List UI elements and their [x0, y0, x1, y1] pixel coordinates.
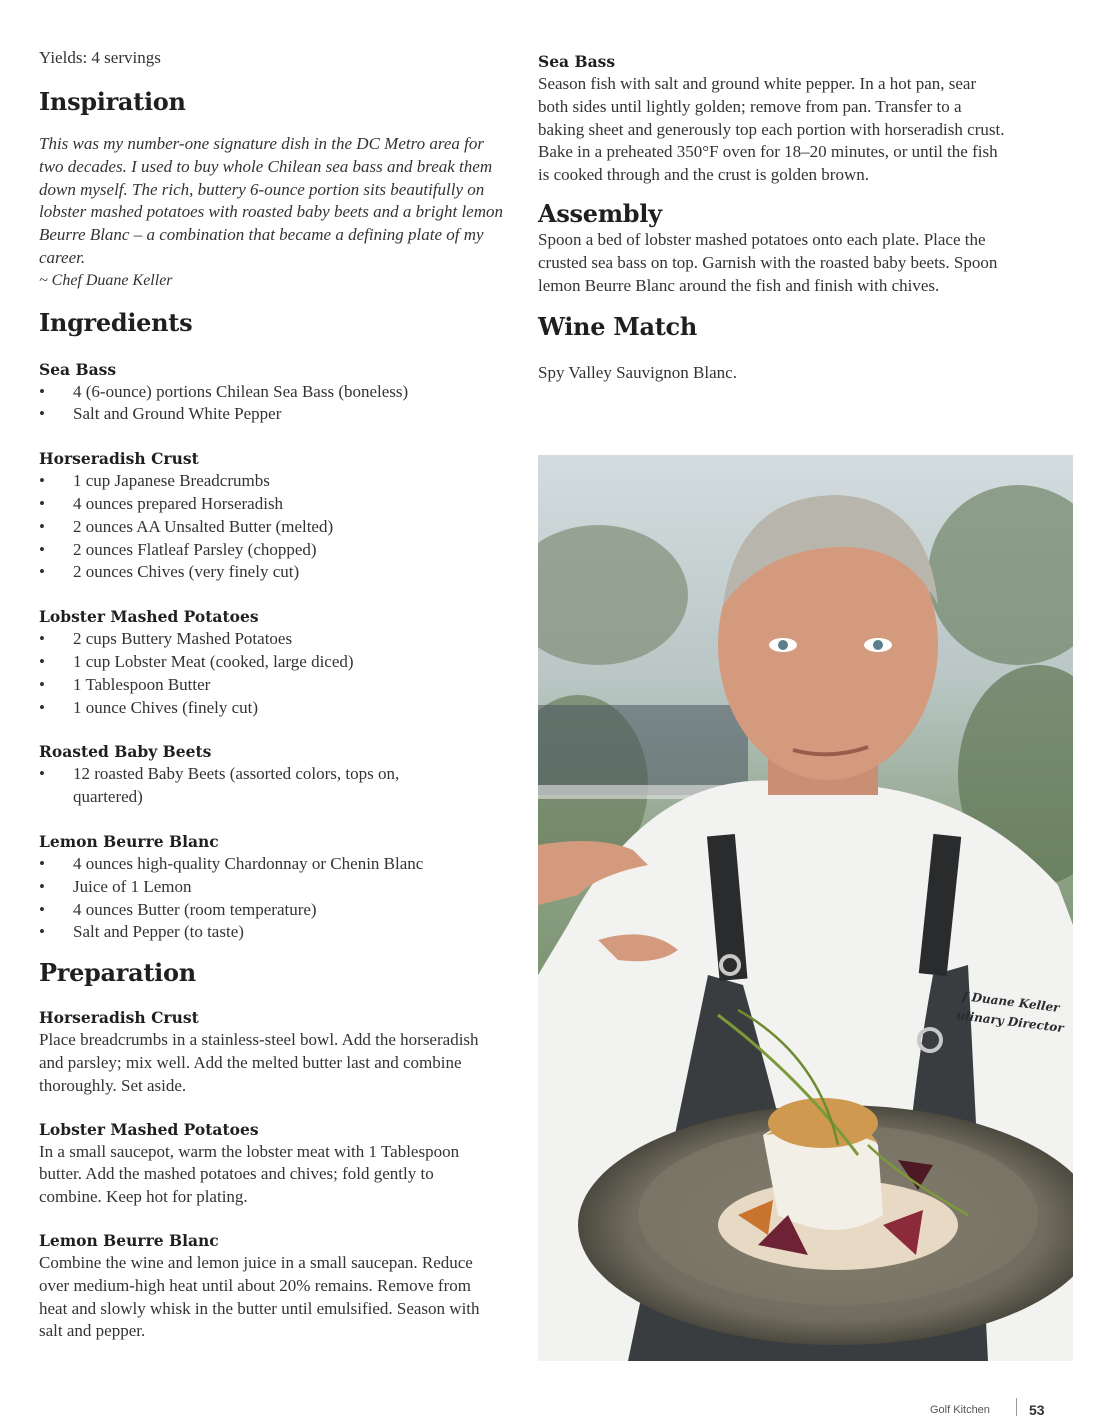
- inspiration-text: This was my number-one signature dish in the DC Metro area for two decades. I used to buy whole Chilean sea bass and break them down myself. The rich, buttery 6-ounce portion sits beautifully on lobster mashed potatoes with roasted baby beets and a bright lemon Beurre Blanc – a combination that became a defining plate of my career.: [39, 134, 504, 267]
- wine-match-text: Spy Valley Sauvignon Blanc.: [538, 363, 737, 383]
- footer-divider: [1016, 1398, 1017, 1416]
- bullet-icon: •: [39, 764, 45, 784]
- assembly-heading: Assembly: [538, 198, 662, 228]
- ingredient-item: • 4 ounces prepared Horseradish: [39, 493, 509, 516]
- ingredient-list: [39, 470, 509, 584]
- page-number: 53: [1029, 1402, 1045, 1418]
- bullet-icon: •: [39, 381, 45, 401]
- ingredient-list: [39, 628, 509, 719]
- bullet-icon: •: [39, 404, 45, 424]
- bullet-icon: •: [39, 471, 45, 491]
- prep-step-text: Combine the wine and lemon juice in a small saucepan. Reduce over medium-high heat until about 20% remains. Remove from heat and slowly whisk in the butter until emulsified. Season with salt and pepper.: [39, 1252, 480, 1341]
- bullet-icon: •: [39, 562, 45, 582]
- right-column: [538, 51, 1074, 385]
- inspiration-heading: Inspiration: [39, 87, 186, 116]
- prep-step-text: In a small saucepot, warm the lobster meat with 1 Tablespoon butter. Add the mashed potatoes and chives; fold gently to combine. Keep hot for plating.: [39, 1141, 460, 1207]
- ingredient-item: • 1 ounce Chives (finely cut): [39, 697, 509, 720]
- prep-step-lemon-beurre-blanc: [39, 1230, 509, 1343]
- chef-photo-illustration: [538, 455, 1073, 1361]
- bullet-icon: •: [39, 493, 45, 513]
- prep-step-title: Sea Bass: [538, 52, 616, 71]
- ingredient-item: • 1 cup Japanese Breadcrumbs: [39, 470, 509, 493]
- ingredient-item: • 4 (6-ounce) portions Chilean Sea Bass (boneless): [39, 381, 509, 404]
- yields-text: Yields: 4 servings: [39, 48, 161, 67]
- ingredient-item: • 4 ounces Butter (room temperature): [39, 899, 509, 922]
- left-column: [39, 46, 509, 1343]
- ingredients-heading: Ingredients: [39, 307, 193, 337]
- ingredient-item: • 2 ounces Flatleaf Parsley (chopped): [39, 539, 509, 562]
- prep-step-sea-bass: [538, 51, 1074, 187]
- prep-step-title: Lobster Mashed Potatoes: [39, 1119, 259, 1139]
- inspiration-signature: ~ Chef Duane Keller: [39, 271, 173, 289]
- bullet-icon: •: [39, 922, 45, 942]
- ingredient-group-title: Roasted Baby Beets: [39, 742, 212, 762]
- chef-photo: [538, 455, 1073, 1361]
- ingredient-group-title: Horseradish Crust: [39, 449, 199, 469]
- ingredient-item: • Juice of 1 Lemon: [39, 876, 509, 899]
- prep-step-title: Lemon Beurre Blanc: [39, 1230, 219, 1250]
- ingredient-item: • Salt and Ground White Pepper: [39, 403, 509, 426]
- ingredient-group-title: Lobster Mashed Potatoes: [39, 607, 259, 627]
- jacket-embroidery-line2: ulinary Director: [955, 1008, 1065, 1036]
- ingredient-item: • 1 cup Lobster Meat (cooked, large diced): [39, 651, 509, 674]
- ingredient-item: • 1 Tablespoon Butter: [39, 674, 509, 697]
- prep-step-text: Place breadcrumbs in a stainless-steel bowl. Add the horseradish and parsley; mix well. Add the melted butter last and combine thoroughly. Set aside.: [39, 1030, 479, 1095]
- ingredient-group-lobster-mashed-potatoes: [39, 606, 509, 719]
- prep-step-lobster-mashed-potatoes: [39, 1119, 509, 1209]
- preparation-heading: Preparation: [39, 958, 196, 988]
- ingredient-list: [39, 853, 509, 944]
- ingredient-item: • 4 ounces high-quality Chardonnay or Chenin Blanc: [39, 853, 509, 876]
- ingredient-item: • 2 cups Buttery Mashed Potatoes: [39, 628, 509, 651]
- ingredient-group-title: Lemon Beurre Blanc: [39, 831, 219, 851]
- bullet-icon: •: [39, 651, 45, 671]
- jacket-embroidery-line1: f Duane Keller: [961, 989, 1061, 1015]
- bullet-icon: •: [39, 876, 45, 896]
- ingredient-group-sea-bass: [39, 359, 509, 427]
- bullet-icon: •: [39, 674, 45, 694]
- ingredient-item: • Salt and Pepper (to taste): [39, 921, 509, 944]
- bullet-icon: •: [39, 853, 45, 873]
- ingredient-list: [39, 763, 459, 809]
- ingredient-item: • 12 roasted Baby Beets (assorted colors, tops on, quartered): [39, 764, 400, 807]
- ingredient-group-title: Sea Bass: [39, 359, 117, 379]
- bullet-icon: •: [39, 539, 45, 559]
- prep-step-horseradish-crust: [39, 1007, 509, 1097]
- bullet-icon: •: [39, 899, 45, 919]
- ingredient-group-lemon-beurre-blanc: [39, 831, 509, 944]
- ingredient-group-horseradish-crust: [39, 448, 509, 584]
- ingredient-item: • 2 ounces AA Unsalted Butter (melted): [39, 516, 509, 539]
- assembly-text: Spoon a bed of lobster mashed potatoes onto each plate. Place the crusted sea bass on top. Garnish with the roasted baby beets. Spoon lemon Beurre Blanc around the fish and finish with chives.: [538, 229, 998, 295]
- ingredient-item: • 2 ounces Chives (very finely cut): [39, 561, 509, 584]
- footer-section-label: Golf Kitchen: [930, 1404, 990, 1416]
- bullet-icon: •: [39, 697, 45, 717]
- prep-step-title: Horseradish Crust: [39, 1008, 199, 1028]
- bullet-icon: •: [39, 516, 45, 536]
- ingredient-group-roasted-baby-beets: [39, 741, 509, 809]
- prep-step-text: Season fish with salt and ground white pepper. In a hot pan, sear both sides until lightly golden; remove from pan. Transfer to a baking sheet and generously top each portion with horseradish crust. Bake in a preheated 350°F oven for 18–20 minutes, or until the fish is cooked through and the crust is golden brown.: [538, 74, 1005, 185]
- ingredient-list: [39, 381, 509, 427]
- wine-match-heading: Wine Match: [538, 312, 697, 342]
- bullet-icon: •: [39, 629, 45, 649]
